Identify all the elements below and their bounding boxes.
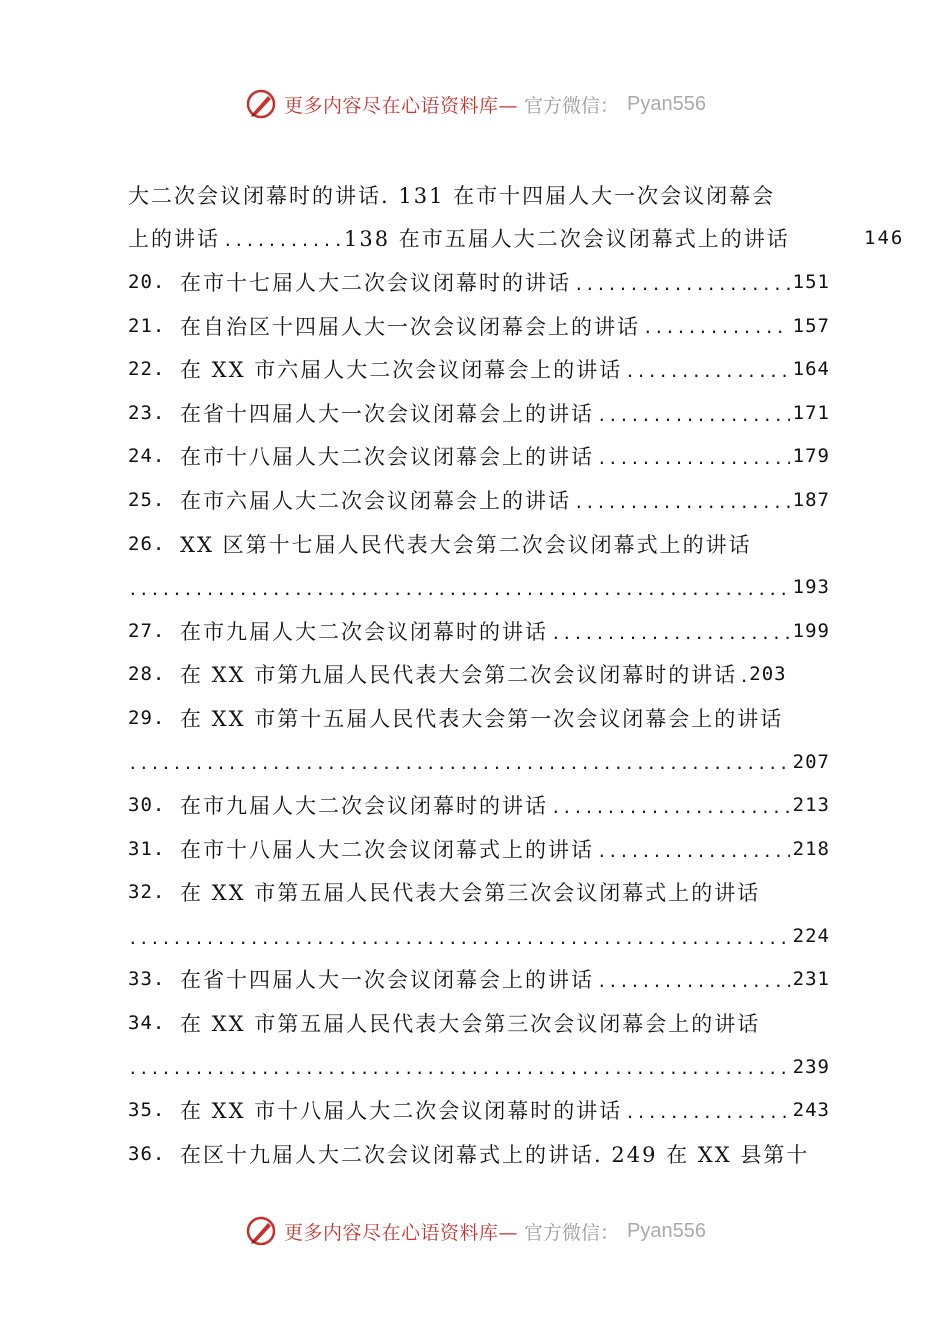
toc-entry-title: 在 XX 市六届人大二次会议闭幕会上的讲话: [180, 358, 623, 383]
toc-entry-continued[interactable]: [128, 1045, 830, 1089]
toc-leader-dots: [643, 318, 790, 347]
toc-leader-dots: [574, 493, 790, 522]
toc-page-number: 231: [792, 968, 830, 991]
toc-entry-number: 34.: [128, 1012, 166, 1035]
watermark-banner-top: [0, 84, 950, 124]
toc-entry-number: 29.: [128, 706, 166, 729]
toc-entry-number: 21.: [128, 314, 166, 337]
watermark-wechat-label: 官方微信：: [524, 1221, 620, 1244]
toc-page-number: 146: [864, 227, 905, 250]
toc-line-continued: [128, 173, 830, 217]
toc-entry-title: XX 区第十七届人民代表大会第二次会议闭幕式上的讲话: [180, 532, 752, 557]
toc-leader-dots: [625, 1103, 789, 1132]
toc-entry-title: 在 XX 市第五届人民代表大会第三次会议闭幕会上的讲话: [180, 1012, 761, 1037]
toc-entry-continued[interactable]: [128, 565, 830, 609]
toc-leader-dots: [597, 406, 790, 435]
watermark-wechat-id: Pyan556: [627, 1219, 706, 1242]
toc-entry-number: 25.: [128, 488, 166, 511]
toc-entry-number: 26.: [128, 532, 166, 555]
toc-page-number: 218: [792, 837, 830, 860]
toc-leader-dots: [625, 362, 789, 391]
toc-entry-number: 32.: [128, 881, 166, 904]
toc-entry-title: 在市十七届人大二次会议闭幕时的讲话: [180, 270, 571, 295]
toc-entry-title: 在 XX 市第九届人民代表大会第二次会议闭幕时的讲话: [180, 663, 738, 688]
watermark-text: 更多内容尽在心语资料库—: [284, 1221, 519, 1244]
watermark-banner-bottom: [0, 1211, 950, 1251]
toc-page-number: 187: [792, 488, 830, 511]
toc-entry[interactable]: [128, 958, 830, 1002]
pen-logo-icon: [244, 87, 278, 121]
toc-entry-title: 在 XX 市第十五届人民代表大会第一次会议闭幕会上的讲话: [180, 706, 784, 731]
toc-page-number: 199: [792, 619, 830, 642]
toc-entry[interactable]: [128, 347, 830, 391]
toc-entry[interactable]: [128, 478, 830, 522]
toc-entry[interactable]: [128, 871, 830, 915]
toc-entry[interactable]: [128, 260, 830, 304]
toc-entry[interactable]: [128, 304, 830, 348]
toc-entry-title: 在区十九届人大二次会议闭幕式上的讲话. 249 在 XX 县第十: [180, 1142, 810, 1167]
toc-entry[interactable]: [128, 522, 830, 566]
toc-entry-number: 22.: [128, 358, 166, 381]
toc-leader-dots: [128, 929, 790, 958]
toc-entry[interactable]: [128, 653, 830, 697]
toc-entry[interactable]: [128, 783, 830, 827]
toc-entry-number: 27.: [128, 619, 166, 642]
toc-leader-dots: [597, 972, 790, 1001]
toc-leader-dots: [551, 798, 790, 827]
toc-entry-title: 在省十四届人大一次会议闭幕会上的讲话: [180, 968, 594, 993]
toc-leader-dots: [223, 231, 341, 260]
watermark-text: 更多内容尽在心语资料库—: [284, 94, 519, 117]
toc-entry-number: 36.: [128, 1142, 166, 1165]
toc-entry-title: 在市九届人大二次会议闭幕时的讲话: [180, 794, 548, 819]
toc-entry-title: 在市十八届人大二次会议闭幕式上的讲话: [180, 837, 594, 862]
toc-entry[interactable]: [128, 827, 830, 871]
toc-page-number: 239: [792, 1055, 830, 1078]
toc-page-number: 193: [792, 576, 830, 599]
toc-entry-title: 在市六届人大二次会议闭幕会上的讲话: [180, 488, 571, 513]
toc-leader-dots: [551, 624, 790, 653]
toc-entry-title: 在市九届人大二次会议闭幕时的讲话: [180, 619, 548, 644]
toc-leader-dots: [574, 275, 790, 304]
toc-line-text: 大二次会议闭幕时的讲话. 131 在市十四届人大一次会议闭幕会: [128, 183, 776, 208]
toc-line-title: 上的讲话: [128, 227, 220, 252]
toc-entry[interactable]: [128, 1132, 830, 1176]
toc-page-number: 224: [792, 924, 830, 947]
toc-entry-number: 28.: [128, 663, 166, 686]
toc-leader-dots: [128, 1059, 790, 1088]
toc-page-number: 151: [792, 270, 830, 293]
toc-entry-number: 31.: [128, 837, 166, 860]
toc-entry[interactable]: [128, 435, 830, 479]
toc-line-continued-2: [128, 217, 905, 261]
table-of-contents: [128, 173, 905, 1176]
toc-leader-dots: [128, 580, 790, 609]
toc-entry-number: 24.: [128, 445, 166, 468]
toc-line-mid: 138 在市五届人大二次会议闭幕式上的讲话: [344, 227, 790, 252]
toc-entry-continued[interactable]: [128, 914, 830, 958]
toc-page-number: 164: [792, 358, 830, 381]
toc-page-number: 179: [792, 445, 830, 468]
toc-entry-title: 在 XX 市第五届人民代表大会第三次会议闭幕式上的讲话: [180, 881, 761, 906]
toc-leader-dots: [739, 667, 747, 696]
toc-entry-number: 20.: [128, 270, 166, 293]
toc-page-number: 243: [792, 1099, 830, 1122]
toc-leader-dots: [128, 754, 790, 783]
toc-entry-number: 35.: [128, 1099, 166, 1122]
toc-leader-dots: [597, 449, 790, 478]
toc-entry-continued[interactable]: [128, 740, 830, 784]
toc-page-number: 157: [792, 314, 830, 337]
pen-logo-icon: [244, 1214, 278, 1248]
toc-entry[interactable]: [128, 696, 830, 740]
toc-entry[interactable]: [128, 609, 830, 653]
toc-entry-title: 在省十四届人大一次会议闭幕会上的讲话: [180, 401, 594, 426]
toc-page-number: 203: [749, 663, 787, 686]
toc-page-number: 213: [792, 794, 830, 817]
toc-entry[interactable]: [128, 1088, 830, 1132]
toc-leader-dots: [597, 842, 790, 871]
toc-page-number: 171: [792, 401, 830, 424]
toc-page-number: 207: [792, 750, 830, 773]
toc-entry[interactable]: [128, 391, 830, 435]
watermark-wechat-label: 官方微信：: [524, 94, 620, 117]
toc-entry-title: 在自治区十四届人大一次会议闭幕会上的讲话: [180, 314, 640, 339]
toc-entry-number: 23.: [128, 401, 166, 424]
toc-entry-number: 33.: [128, 968, 166, 991]
toc-entry[interactable]: [128, 1001, 830, 1045]
toc-entry-title: 在 XX 市十八届人大二次会议闭幕时的讲话: [180, 1099, 623, 1124]
toc-entry-title: 在市十八届人大二次会议闭幕会上的讲话: [180, 445, 594, 470]
toc-entry-number: 30.: [128, 794, 166, 817]
watermark-wechat-id: Pyan556: [627, 92, 706, 115]
